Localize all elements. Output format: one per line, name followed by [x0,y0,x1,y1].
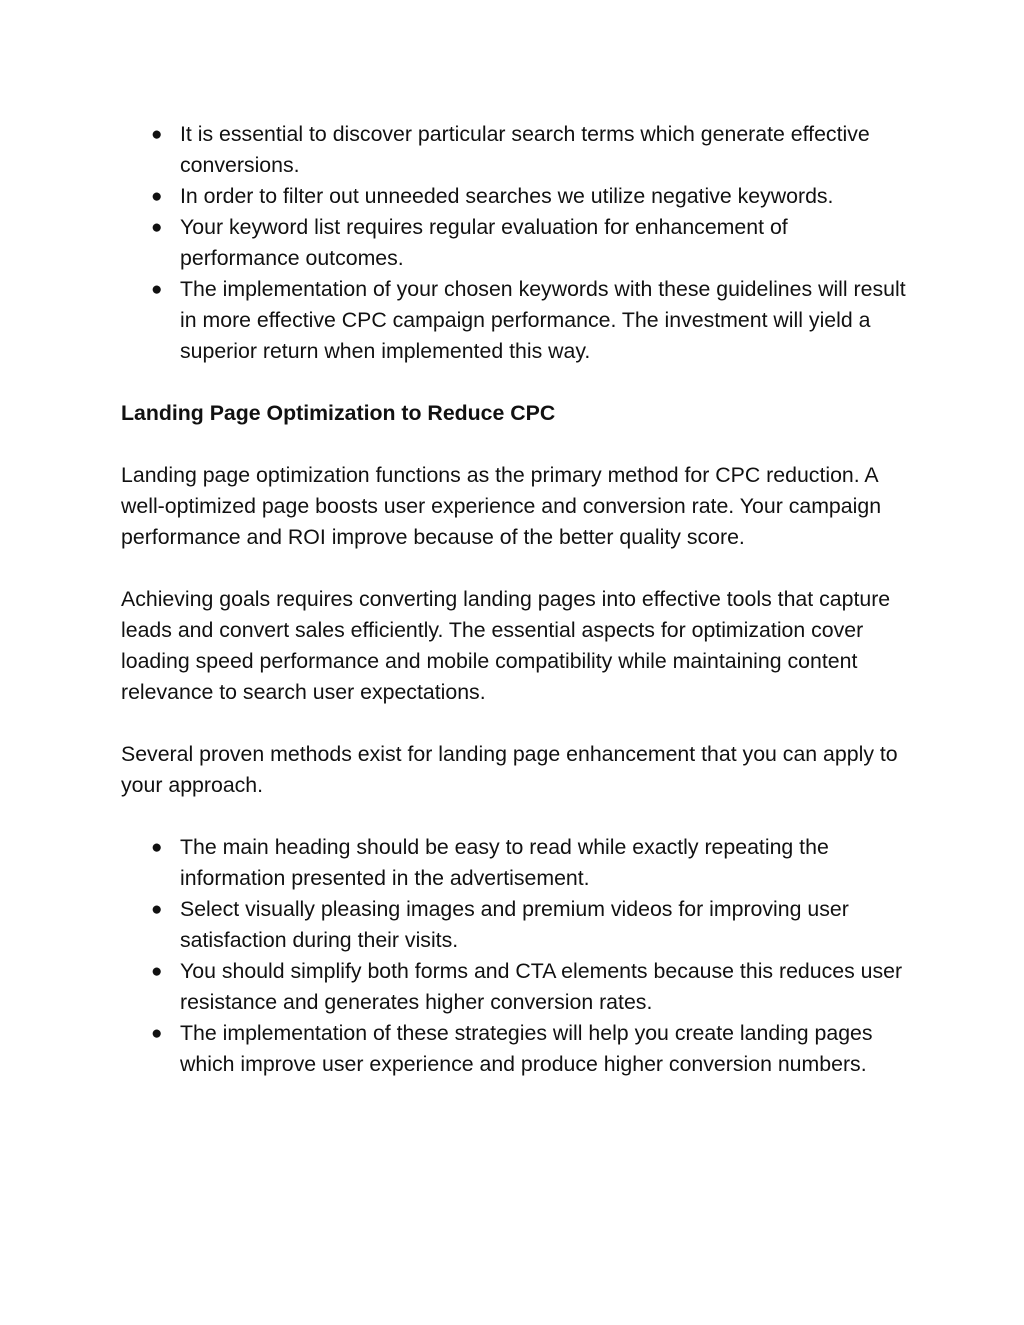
list-item-text: The implementation of these strategies will help you create landing pages which improve user experience and produce higher conversion numbers. [180,1021,873,1076]
paragraph: Landing page optimization functions as the primary method for CPC reduction. A well-optimized page boosts user experience and conversion rate. Your campaign performance and ROI improve because of the better quality score. [121,463,882,549]
section-heading: Landing Page Optimization to Reduce CPC [121,401,556,425]
list-item-text: In order to filter out unneeded searches we utilize negative keywords. [180,184,834,208]
list-item-text: Select visually pleasing images and premium videos for improving user satisfaction during their visits. [180,897,849,952]
bullet-icon: ● [151,1023,163,1044]
list-item-text: The main heading should be easy to read while exactly repeating the information presented in the advertisement. [180,835,829,890]
bullet-icon: ● [151,837,163,858]
list-item [121,212,911,274]
list-item-text: Your keyword list requires regular evaluation for enhancement of performance outcomes. [180,215,788,270]
list-item [121,1018,911,1080]
bullet-icon: ● [151,279,163,300]
landing-page-tips-list [121,832,911,1080]
list-item-text: You should simplify both forms and CTA elements because this reduces user resistance and generates higher conversion rates. [180,959,903,1014]
paragraph: Achieving goals requires converting landing pages into effective tools that capture leads and convert sales efficiently. The essential aspects for optimization cover loading speed performance and mobile compatibility while maintaining content relevance to search user expectations. [121,587,891,704]
list-item [121,832,911,894]
list-item [121,956,911,1018]
bullet-icon: ● [151,961,163,982]
list-item [121,894,911,956]
bullet-icon: ● [151,124,163,145]
list-item [121,181,911,212]
list-item [121,274,911,367]
paragraph: Several proven methods exist for landing page enhancement that you can apply to your approach. [121,742,898,797]
keyword-tips-list [121,119,911,367]
bullet-icon: ● [151,217,163,238]
bullet-icon: ● [151,186,163,207]
document-content [121,119,911,1080]
bullet-icon: ● [151,899,163,920]
list-item [121,119,911,181]
list-item-text: The implementation of your chosen keywords with these guidelines will result in more effective CPC campaign performance. The investment will yield a superior return when implemented this way. [180,277,906,363]
list-item-text: It is essential to discover particular search terms which generate effective conversions. [180,122,870,177]
